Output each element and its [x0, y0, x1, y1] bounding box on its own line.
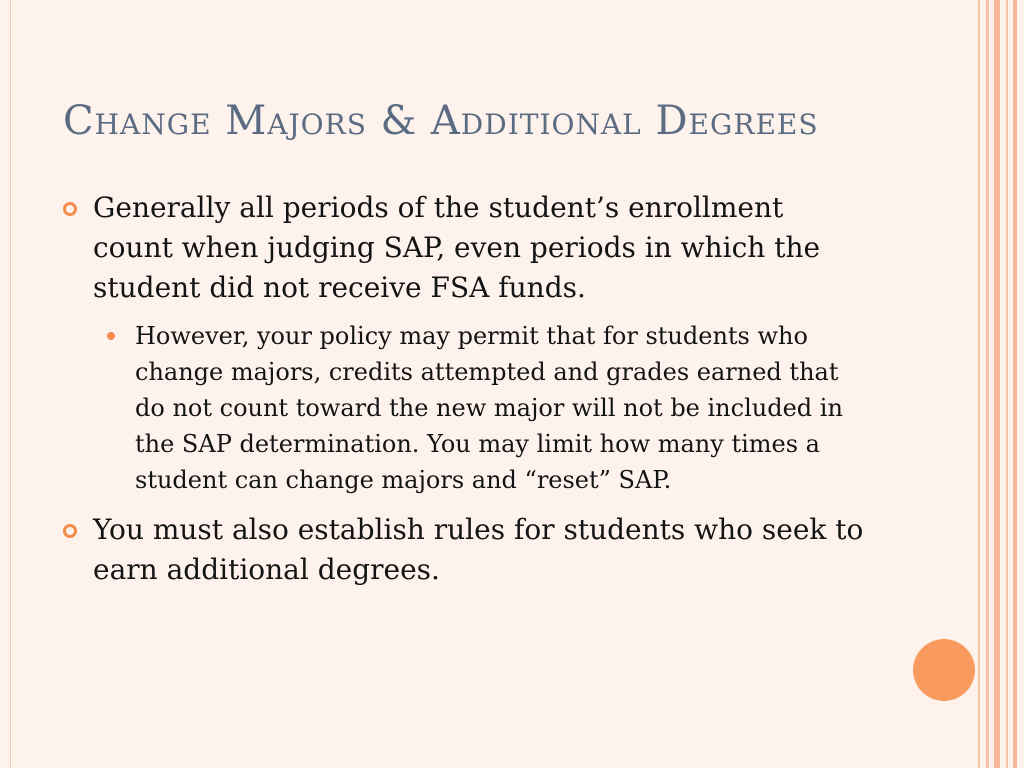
bullet-text: You must also establish rules for students who seek to earn additional degrees.: [93, 513, 864, 586]
stripe-line: [1013, 0, 1017, 768]
stripe-line: [1006, 0, 1008, 768]
sub-bullet-item: [93, 318, 870, 498]
left-border-stripe: [0, 0, 11, 768]
bullet-item: [60, 188, 870, 308]
stripe-line: [986, 0, 989, 768]
decorative-circle: [913, 639, 975, 701]
ring-bullet-icon: [63, 524, 77, 538]
sub-bullet-text: However, your policy may permit that for students who change majors, credits attempted and grades earned that do not count toward the new major will not be included in the SAP determination. You may limit how many times a student can change majors and “reset” SAP.: [135, 322, 843, 494]
stripe-line: [994, 0, 1000, 768]
bullet-item: [60, 510, 870, 590]
slide-title: Change Majors & Additional Degrees: [63, 98, 819, 144]
right-decorative-stripes: [978, 0, 1024, 768]
ring-bullet-icon: [63, 202, 77, 216]
bullet-text: Generally all periods of the student’s enrollment count when judging SAP, even periods in which the student did not receive FSA funds.: [93, 191, 821, 304]
slide-content: [60, 188, 870, 600]
dot-bullet-icon: [107, 332, 115, 340]
stripe-line: [978, 0, 980, 768]
